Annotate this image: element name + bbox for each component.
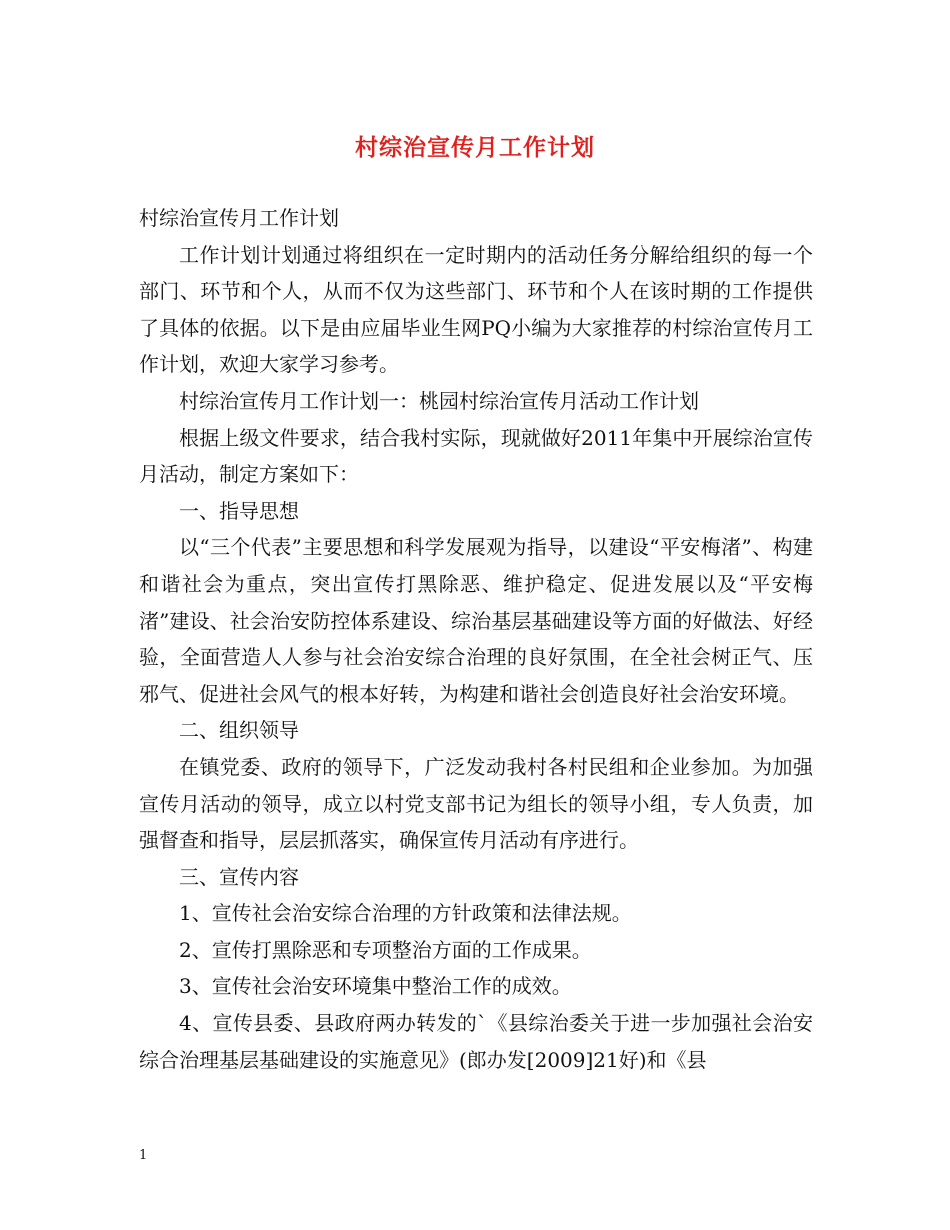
paragraph-guiding-ideology: 以“三个代表”主要思想和科学发展观为指导，以建设“平安梅渚”、构建和谐社会为重点，突出宣传打黑除恶、维护稳定、促进发展以及“平安梅渚”建设、社会治安防控体系建设、综治基层基础建设等方面的好做法、好经验，全面营造人人参与社会治安综合治理的良好氛围，在全社会树正气、压邪气、促进社会风气的根本好转，为构建和谐社会创造良好社会治安环境。	[139, 535, 813, 706]
list-item-content-4: 4、宣传县委、县政府两办转发的`《县综治委关于进一步加强社会治安综合治理基层基础建设的实施意见》(郎办发[2009]21好)和《县	[139, 1011, 813, 1072]
paragraph-heading: 村综治宣传月工作计划	[139, 206, 339, 230]
section-heading-organization: 二、组织领导	[179, 718, 299, 743]
paragraph-basis: 根据上级文件要求，结合我村实际，现就做好2011年集中开展综治宣传月活动，制定方案如下：	[139, 425, 813, 487]
list-item-content-3: 3、宣传社会治安环境集中整治工作的成效。	[179, 974, 572, 999]
section-heading-content: 三、宣传内容	[179, 864, 299, 889]
paragraph-intro: 工作计划计划通过将组织在一定时期内的活动任务分解给组织的每一个部门、环节和个人，从而不仅为这些部门、环节和个人在该时期的工作提供了具体的依据。以下是由应届毕业生网PQ小编为大家推荐的村综治宣传月工作计划，欢迎大家学习参考。	[139, 242, 813, 377]
section-heading-guiding-ideology: 一、指导思想	[179, 498, 299, 523]
page-number: 1	[139, 1148, 148, 1163]
document-body	[139, 200, 813, 1078]
list-item-content-1: 1、宣传社会治安综合治理的方针政策和法律法规。	[179, 901, 632, 926]
list-item-content-2: 2、宣传打黑除恶和专项整治方面的工作成果。	[179, 937, 592, 962]
page-title: 村综治宣传月工作计划	[355, 134, 595, 161]
paragraph-plan-one-title: 村综治宣传月工作计划一：桃园村综治宣传月活动工作计划	[179, 388, 699, 413]
paragraph-organization: 在镇党委、政府的领导下，广泛发动我村各村民组和企业参加。为加强宣传月活动的领导，成立以村党支部书记为组长的领导小组，专人负责，加强督查和指导，层层抓落实，确保宣传月活动有序进行。	[139, 754, 813, 853]
